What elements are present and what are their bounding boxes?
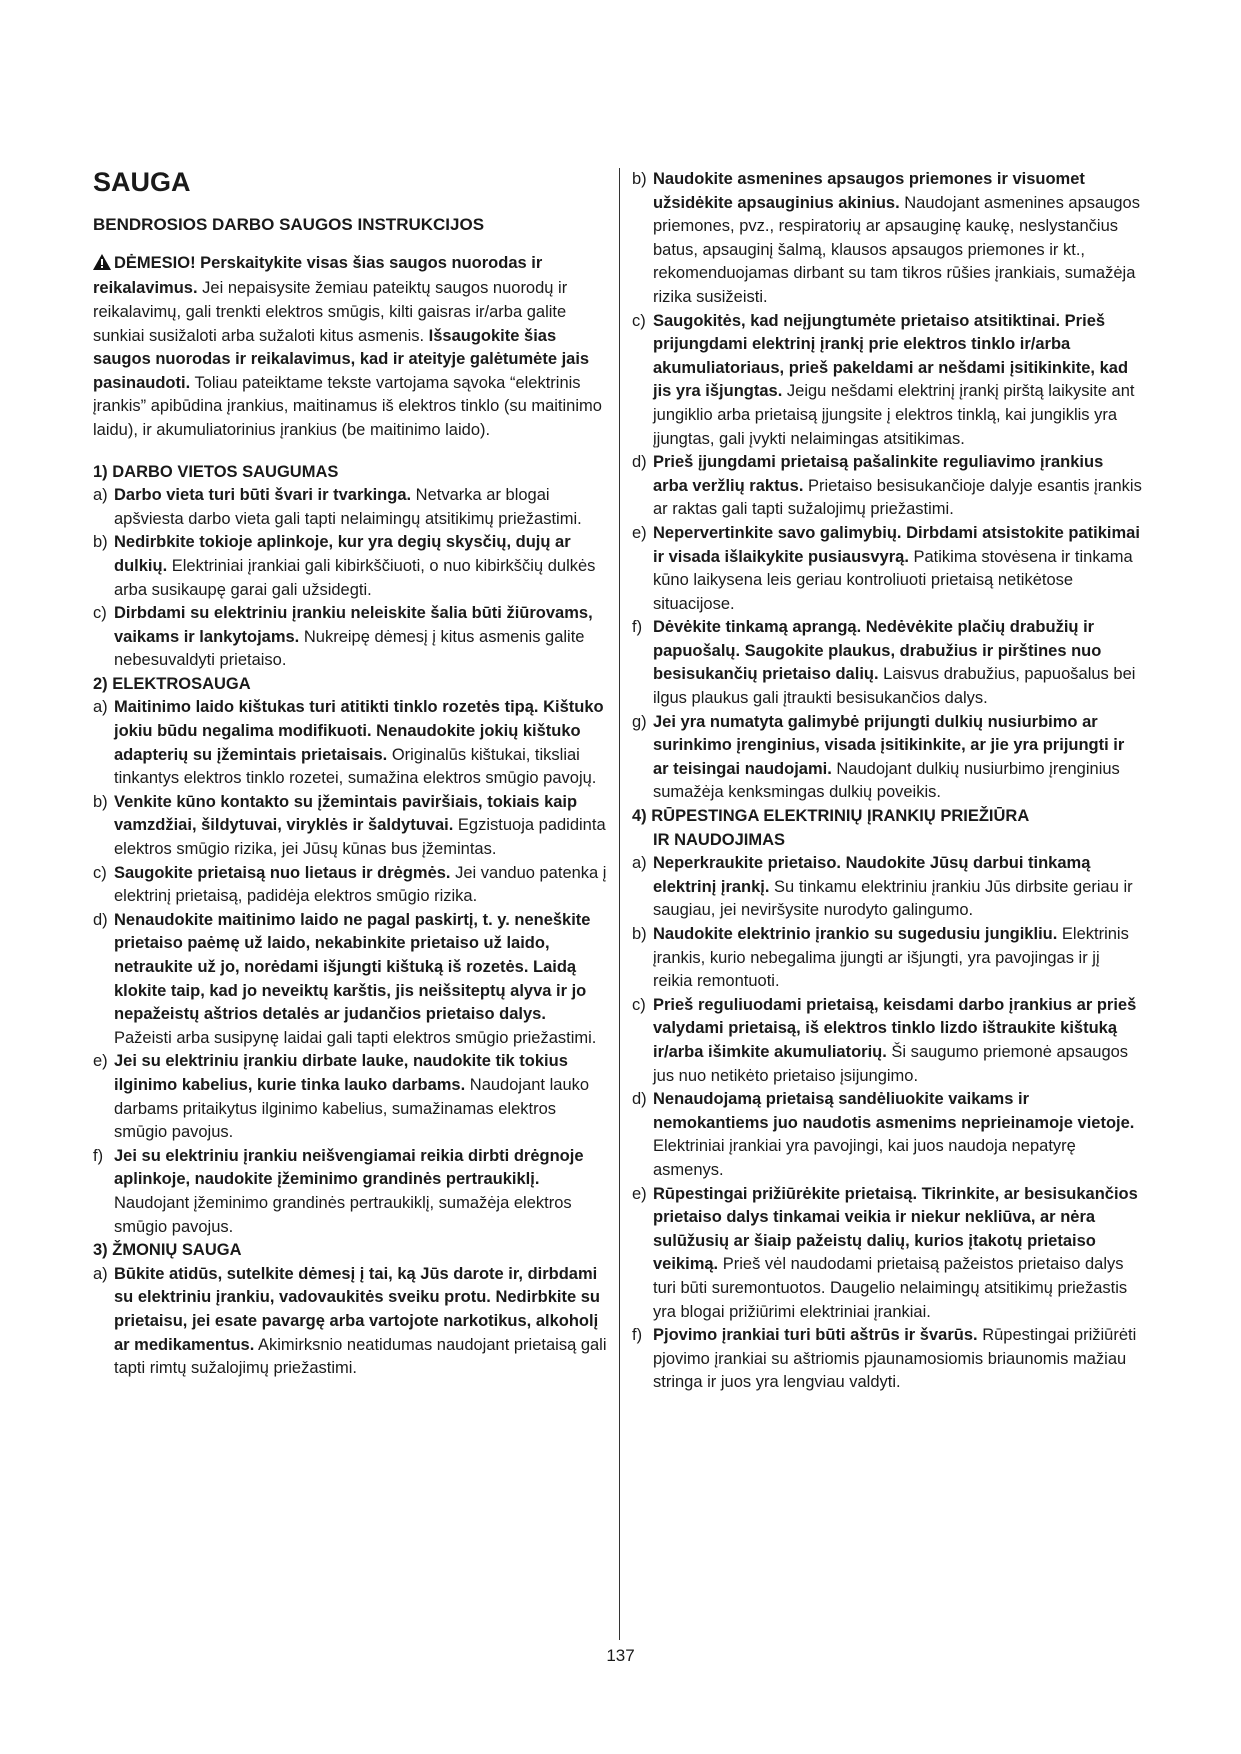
list-item: a) Būkite atidūs, sutelkite dėmesį į tai, ką Jūs darote ir, dirbdami su elektriniu įrankiu, vadovaukitės sveiku protu. Nedirbkite su prietaisu, jei esate pavargę arba vartojote narkotikus, alkoholį ar medikamentus. Akimirksnio neatidumas naudojant prietaisą gali tapti rimtų sužalojimų priežastimi.	[93, 1264, 607, 1378]
section-heading-1: 1) DARBO VIETOS SAUGUMAS	[93, 462, 339, 481]
page-title: SAUGA	[93, 167, 191, 197]
left-column	[93, 168, 608, 1381]
page-number: 137	[606, 1646, 635, 1665]
list-item: c) Saugokitės, kad neįjungtumėte prietaiso atsitiktinai. Prieš prijungdami elektrinį įrankį prie elektros tinklo ir/arba akumuliatoriaus, prieš pakeldami ar nešdami įsitikinkite, kad jis yra išjungtas. Jeigu nešdami elektrinį įrankį pirštą laikysite ant jungiklio arba prietaisą įjungsite į elektros tinklą, kai jungiklis yra įjungtas, gali įvykti nelaimingas atsitikimas.	[632, 311, 1135, 448]
warning-bold: DĖMESIO! Perskaitykite visas šias saugos nuorodas ir reikalavimus.	[93, 253, 543, 298]
section-heading-3: 3) ŽMONIŲ SAUGA	[93, 1241, 242, 1260]
list-item: c) Saugokite prietaisą nuo lietaus ir drėgmės. Jei vanduo patenka į elektrinį prietaisą, padidėja elektros smūgio rizika.	[93, 863, 607, 906]
column-divider	[619, 168, 620, 1640]
list-item: b) Venkite kūno kontakto su įžemintais paviršiais, tokiais kaip vamzdžiai, šildytuvai, viryklės ir šaldytuvai. Egzistuoja padidinta elektros smūgio rizika, jei Jūsų kūnas bus įžemintas.	[93, 792, 606, 859]
warning-text-2: Toliau pateiktame tekste vartojama sąvoka “elektrinis įrankis” apibūdina įrankius, maitinamus iš elektros tinklo (su maitinimo laidu), ir akumuliatorinius įrankius (be maitinimo laido).	[93, 373, 602, 439]
list-item: a) Darbo vieta turi būti švari ir tvarkinga. Netvarka ar blogai apšviesta darbo vieta gali tapti nelaimingų atsitikimų priežastimi.	[93, 486, 582, 528]
list-item: a) Neperkraukite prietaiso. Naudokite Jūsų darbui tinkamą elektrinį įrankį. Su tinkamu elektriniu įrankiu Jūs dirbsite geriau ir saugiau, jei neviršysite nurodyto galingumo.	[632, 854, 1133, 920]
section-heading-4-cont: IR NAUDOJIMAS	[653, 830, 786, 849]
list-item: b) Naudokite elektrinio įrankio su sugedusiu jungikliu. Elektrinis įrankis, kurio nebegalima įjungti ar išjungti, yra pavojingas ir jį reikia remontuoti.	[632, 925, 1129, 991]
list-item: e) Rūpestingai prižiūrėkite prietaisą. Tikrinkite, ar besisukančios prietaiso dalys tinkamai veikia ir niekur nekliūva, ar nėra sulūžusių ar šiaip pažeistų dalių, kurios įtakotų prietaiso veikimą. Prieš vėl naudodami prietaisą pažeistos prietaiso dalys turi būti suremontuotos. Daugelio nelaimingų atsitikimų priežastis yra blogai prižiūrimi elektriniai įrankiai.	[632, 1184, 1138, 1321]
warning-paragraph	[93, 252, 608, 443]
right-column	[632, 168, 1142, 1395]
section-heading-2: 2) ELEKTROSAUGA	[93, 674, 251, 693]
list-item: f) Jei su elektriniu įrankiu neišvengiamai reikia dirbti drėgnoje aplinkoje, naudokite įžeminimo grandinės pertraukiklį. Naudojant įžeminimo grandinės pertraukiklį, sumažėja elektros smūgio pavojus.	[93, 1146, 584, 1236]
list-item: e) Jei su elektriniu įrankiu dirbate lauke, naudokite tik tokius ilginimo kabelius, kurie tinka lauko darbams. Naudojant lauko darbams pritaikytus ilginimo kabelius, sumažinamas elektros smūgio pavojus.	[93, 1052, 590, 1142]
section-heading-4: 4) RŪPESTINGA ELEKTRINIŲ ĮRANKIŲ PRIEŽIŪRA	[632, 807, 1030, 826]
list-item: g) Jei yra numatyta galimybė prijungti dulkių nusiurbimo ar surinkimo įrenginius, visada įsitikinkite, ar jie yra prijungti ir ar teisingai naudojami. Naudojant dulkių nusiurbimo įrenginius sumažėja kenksmingas dulkių poveikis.	[632, 712, 1125, 802]
list-item: c) Prieš reguliuodami prietaisą, keisdami darbo įrankius ar prieš valydami prietaisą, iš elektros tinklo lizdo ištraukite kištuką ir/arba išimkite akumuliatorių. Ši saugumo priemonė apsaugos jus nuo netikėto prietaiso įsijungimo.	[632, 995, 1137, 1085]
list-item: d) Nenaudojamą prietaisą sandėliuokite vaikams ir nemokantiems juo naudotis asmenims neprieinamoje vietoje. Elektriniai įrankiai yra pavojingi, kai juos naudoja nepatyrę asmenys.	[632, 1090, 1135, 1179]
list-item: f) Dėvėkite tinkamą aprangą. Nedėvėkite plačių drabužių ir papuošalų. Saugokite plaukus, drabužius ir pirštines nuo besisukančių prietaiso dalių. Laisvus drabužius, papuošalus bei ilgus plaukus gali įtraukti besisukančios dalys.	[632, 618, 1136, 708]
list-item: c) Dirbdami su elektriniu įrankiu neleiskite šalia būti žiūrovams, vaikams ir lankytojams. Nukreipę dėmesį į kitus asmenis galite nebesuvaldyti prietaiso.	[93, 604, 593, 670]
warning-bold-2: Išsaugokite šias saugos nuorodas ir reikalavimus, kad ir ateityje galėtumėte jais pasinaudoti.	[93, 326, 590, 392]
list-item: d) Nenaudokite maitinimo laido ne pagal paskirtį, t. y. neneškite prietaiso paėmę už laido, nekabinkite prietaiso už laido, netraukite už jo, norėdami išjungti kištuką iš rozetės. Laidą klokite taip, kad jo neveiktų karštis, jis neišsiteptų alyva ir jo nepažeistų aštrios detalės ar judančios prietaiso dalys. Pažeisti arba susipynę laidai gali tapti elektros smūgio priežastimi.	[93, 910, 597, 1047]
list-item: f) Pjovimo įrankiai turi būti aštrūs ir švarūs. Rūpestingai prižiūrėti pjovimo įrankiai su aštriomis pjaunamosiomis briaunomis mažiau stringa ir juos yra lengviau valdyti.	[632, 1326, 1137, 1392]
list-item: b) Nedirbkite tokioje aplinkoje, kur yra degių skysčių, dujų ar dulkių. Elektriniai įrankiai gali kibirkščiuoti, o nuo kibirkščių dulkės arba susikaupę garai gali užsidegti.	[93, 533, 596, 599]
subtitle: BENDROSIOS DARBO SAUGOS INSTRUKCIJOS	[93, 214, 485, 234]
warning-text: Jei nepaisysite žemiau pateiktų saugos nuorodų ir reikalavimų, gali trenkti elektros smūgis, kilti gaisras ir/arba galite sunkiai susižaloti arba sužaloti kitus asmenis.	[93, 279, 568, 345]
list-item: b) Naudokite asmenines apsaugos priemones ir visuomet užsidėkite apsauginius akinius. Naudojant asmenines apsaugos priemones, pvz., respiratorių ar apsauginę kaukę, neslystančius batus, apsauginį šalmą, klausos apsaugos priemones ir kt., rekomenduojamas dirbant su tam tikros rūšies įrankiais, sumažėja rizika susižeisti.	[632, 170, 1140, 306]
warning-triangle-icon	[93, 254, 111, 278]
list-item: e) Nepervertinkite savo galimybių. Dirbdami atsistokite patikimai ir visada išlaikykite pusiausvyrą. Patikima stovėsena ir tinkama kūno laikysena leis geriau kontroliuoti prietaisą netikėtose situacijose.	[632, 523, 1140, 613]
list-item: d) Prieš įjungdami prietaisą pašalinkite reguliavimo įrankius arba veržlių raktus. Prietaiso besisukančioje dalyje esantis įrankis ar raktas gali tapti sužalojimų priežastimi.	[632, 453, 1142, 519]
list-item: a) Maitinimo laido kištukas turi atitikti tinklo rozetės tipą. Kištuko jokiu būdu negalima modifikuoti. Nenaudokite jokių kištuko adapterių su įžemintais prietaisais. Originalūs kištukai, tiksliai tinkantys elektros tinklo rozetei, sumažina elektros smūgio pavojų.	[93, 698, 604, 788]
